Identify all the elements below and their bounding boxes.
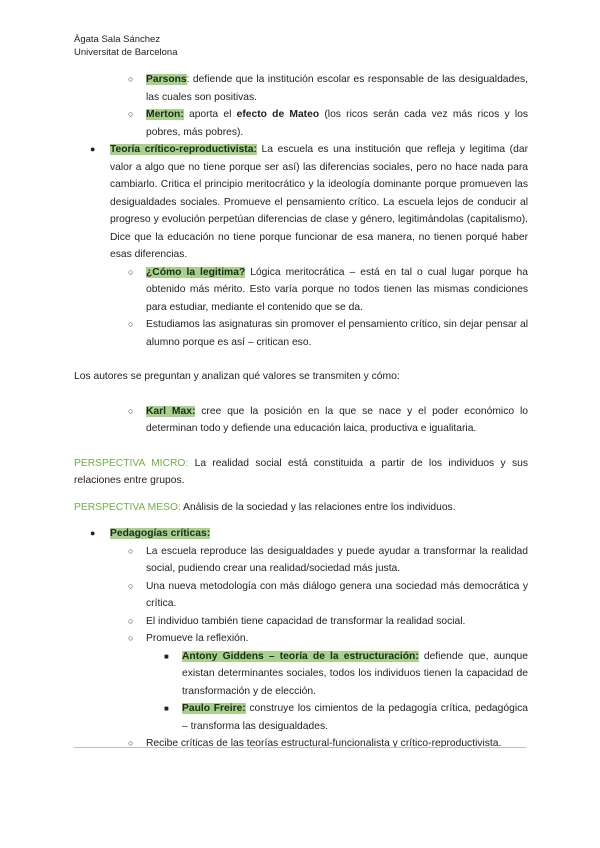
list-item-giddens: [74, 648, 528, 701]
hollow-bullet-icon: ○: [128, 405, 134, 416]
teoria-critico-text: La escuela es una institución que refleja y legitima (dar valor a algo que no tiene porque ser así) las diferencias sociales, pero no hace nada para cambiarlo. Critica el principio meritocrático y la ideología dominante porque promueven las desigualdades sociales. Promueve el pensamiento crítico. La escuela lejos de conducir al progreso y evolución perpetúan diferencias de clase y género, legitimándolas (capitalismo). Dice que la educación no tiene porque funcionar de esa manera, no tienen porqué haber esas diferencias.: [110, 144, 528, 260]
parsons-label: Parsons: [146, 74, 187, 85]
pedagogias-item-text: Promueve la reflexión.: [146, 633, 249, 644]
filled-bullet-icon: ●: [90, 144, 96, 154]
list-item-karl: [74, 403, 528, 438]
list-item: [74, 630, 528, 648]
legitima-text: Lógica meritocrática – está en tal o cual lugar porque ha obtenido más mérito. Esto varía porque no todos tienen las mismas condiciones para estudiar, mediante el contenido que se da.: [146, 266, 528, 313]
merton-bold: efecto de Mateo: [236, 109, 320, 120]
parsons-text: : defiende que la institución escolar es responsable de las desigualdades, las cuales son positivas.: [146, 74, 528, 103]
estudiamos-text: Estudiamos las asignaturas sin promover el pensamiento crítico, sin dejar pensar al alumno porque es así – critican eso.: [146, 319, 528, 348]
list-item: [74, 578, 528, 613]
hollow-bullet-icon: ○: [128, 109, 134, 119]
list-item: [74, 543, 528, 578]
list-item-parsons: [74, 71, 528, 106]
document-body: [74, 71, 528, 753]
filled-bullet-icon: ●: [90, 528, 96, 538]
pedagogias-label: Pedagogías críticas:: [110, 528, 211, 539]
list-item-pedagogias: [74, 525, 528, 543]
hollow-bullet-icon: ○: [128, 74, 134, 84]
hollow-bullet-icon: ○: [128, 545, 134, 556]
karl-label: Karl Max:: [146, 405, 196, 417]
hollow-bullet-icon: ○: [128, 615, 134, 626]
hollow-bullet-icon: ○: [128, 738, 134, 748]
list-item-criticas: [74, 735, 528, 753]
pedagogias-item-text: La escuela reproduce las desigualdades y puede ayudar a transformar la realidad social, pudiendo crear una realidad/sociedad más justa.: [146, 545, 528, 574]
giddens-text: defiende que, aunque existan determinantes sociales, todos los individuos tienen la capacidad de transformación y de elección.: [182, 650, 528, 697]
hollow-bullet-icon: ○: [128, 319, 134, 329]
micro-text: La realidad social está constituida a partir de los individuos y sus relaciones entre grupos.: [74, 457, 529, 486]
list-item-legitima: [74, 264, 528, 317]
micro-paragraph: [74, 455, 528, 490]
micro-label: PERSPECTIVA MICRO:: [74, 457, 189, 469]
hollow-bullet-icon: ○: [128, 580, 134, 591]
list-item: [74, 613, 528, 631]
merton-post: (los ricos serán cada vez más ricos y los pobres, más pobres).: [146, 109, 528, 138]
karl-text: cree que la posición en la que se nace y el poder económico lo determinan todo y defiende una educación laica, productiva e igualitaria.: [146, 405, 528, 434]
list-item-teoria-critico: [74, 141, 528, 264]
meso-paragraph: [74, 499, 528, 517]
pedagogias-item-text: El individuo también tiene capacidad de transformar la realidad social.: [146, 615, 466, 627]
footer-divider: [74, 747, 526, 748]
legitima-label: ¿Cómo la legitima?: [146, 266, 246, 278]
list-item-merton: [74, 106, 528, 141]
merton-pre: aporta el: [183, 109, 237, 120]
autores-paragraph: Los autores se preguntan y analizan qué valores se transmiten y cómo:: [74, 371, 400, 382]
criticas-text: Recibe críticas de las teorías estructural-funcionalista y crítico-reproductivista.: [146, 738, 502, 749]
page-header: [74, 33, 178, 59]
meso-label: PERSPECTIVA MESO:: [74, 501, 181, 513]
square-bullet-icon: ■: [164, 651, 169, 661]
pedagogias-item-text: Una nueva metodología con más diálogo genera una sociedad más democrática y crítica.: [146, 580, 528, 609]
meso-text: Análisis de la sociedad y las relaciones entre los individuos.: [180, 501, 456, 513]
hollow-bullet-icon: ○: [128, 633, 134, 643]
hollow-bullet-icon: ○: [128, 266, 134, 277]
giddens-label: Antony Giddens – teoría de la estructuración:: [182, 650, 419, 662]
author-name: Àgata Sala Sánchez: [74, 34, 161, 45]
freire-label: Paulo Freire:: [182, 703, 246, 714]
merton-label: Merton:: [146, 109, 184, 120]
list-item-estudiamos: [74, 316, 528, 351]
list-item-freire: [74, 700, 528, 735]
square-bullet-icon: ■: [164, 704, 169, 713]
freire-text: construye los cimientos de la pedagogía crítica, pedagógica – transforma las desigualdades.: [182, 703, 528, 732]
teoria-critico-label: Teoría crítico-reproductivista:: [110, 144, 257, 155]
university-name: Universitat de Barcelona: [74, 47, 178, 58]
